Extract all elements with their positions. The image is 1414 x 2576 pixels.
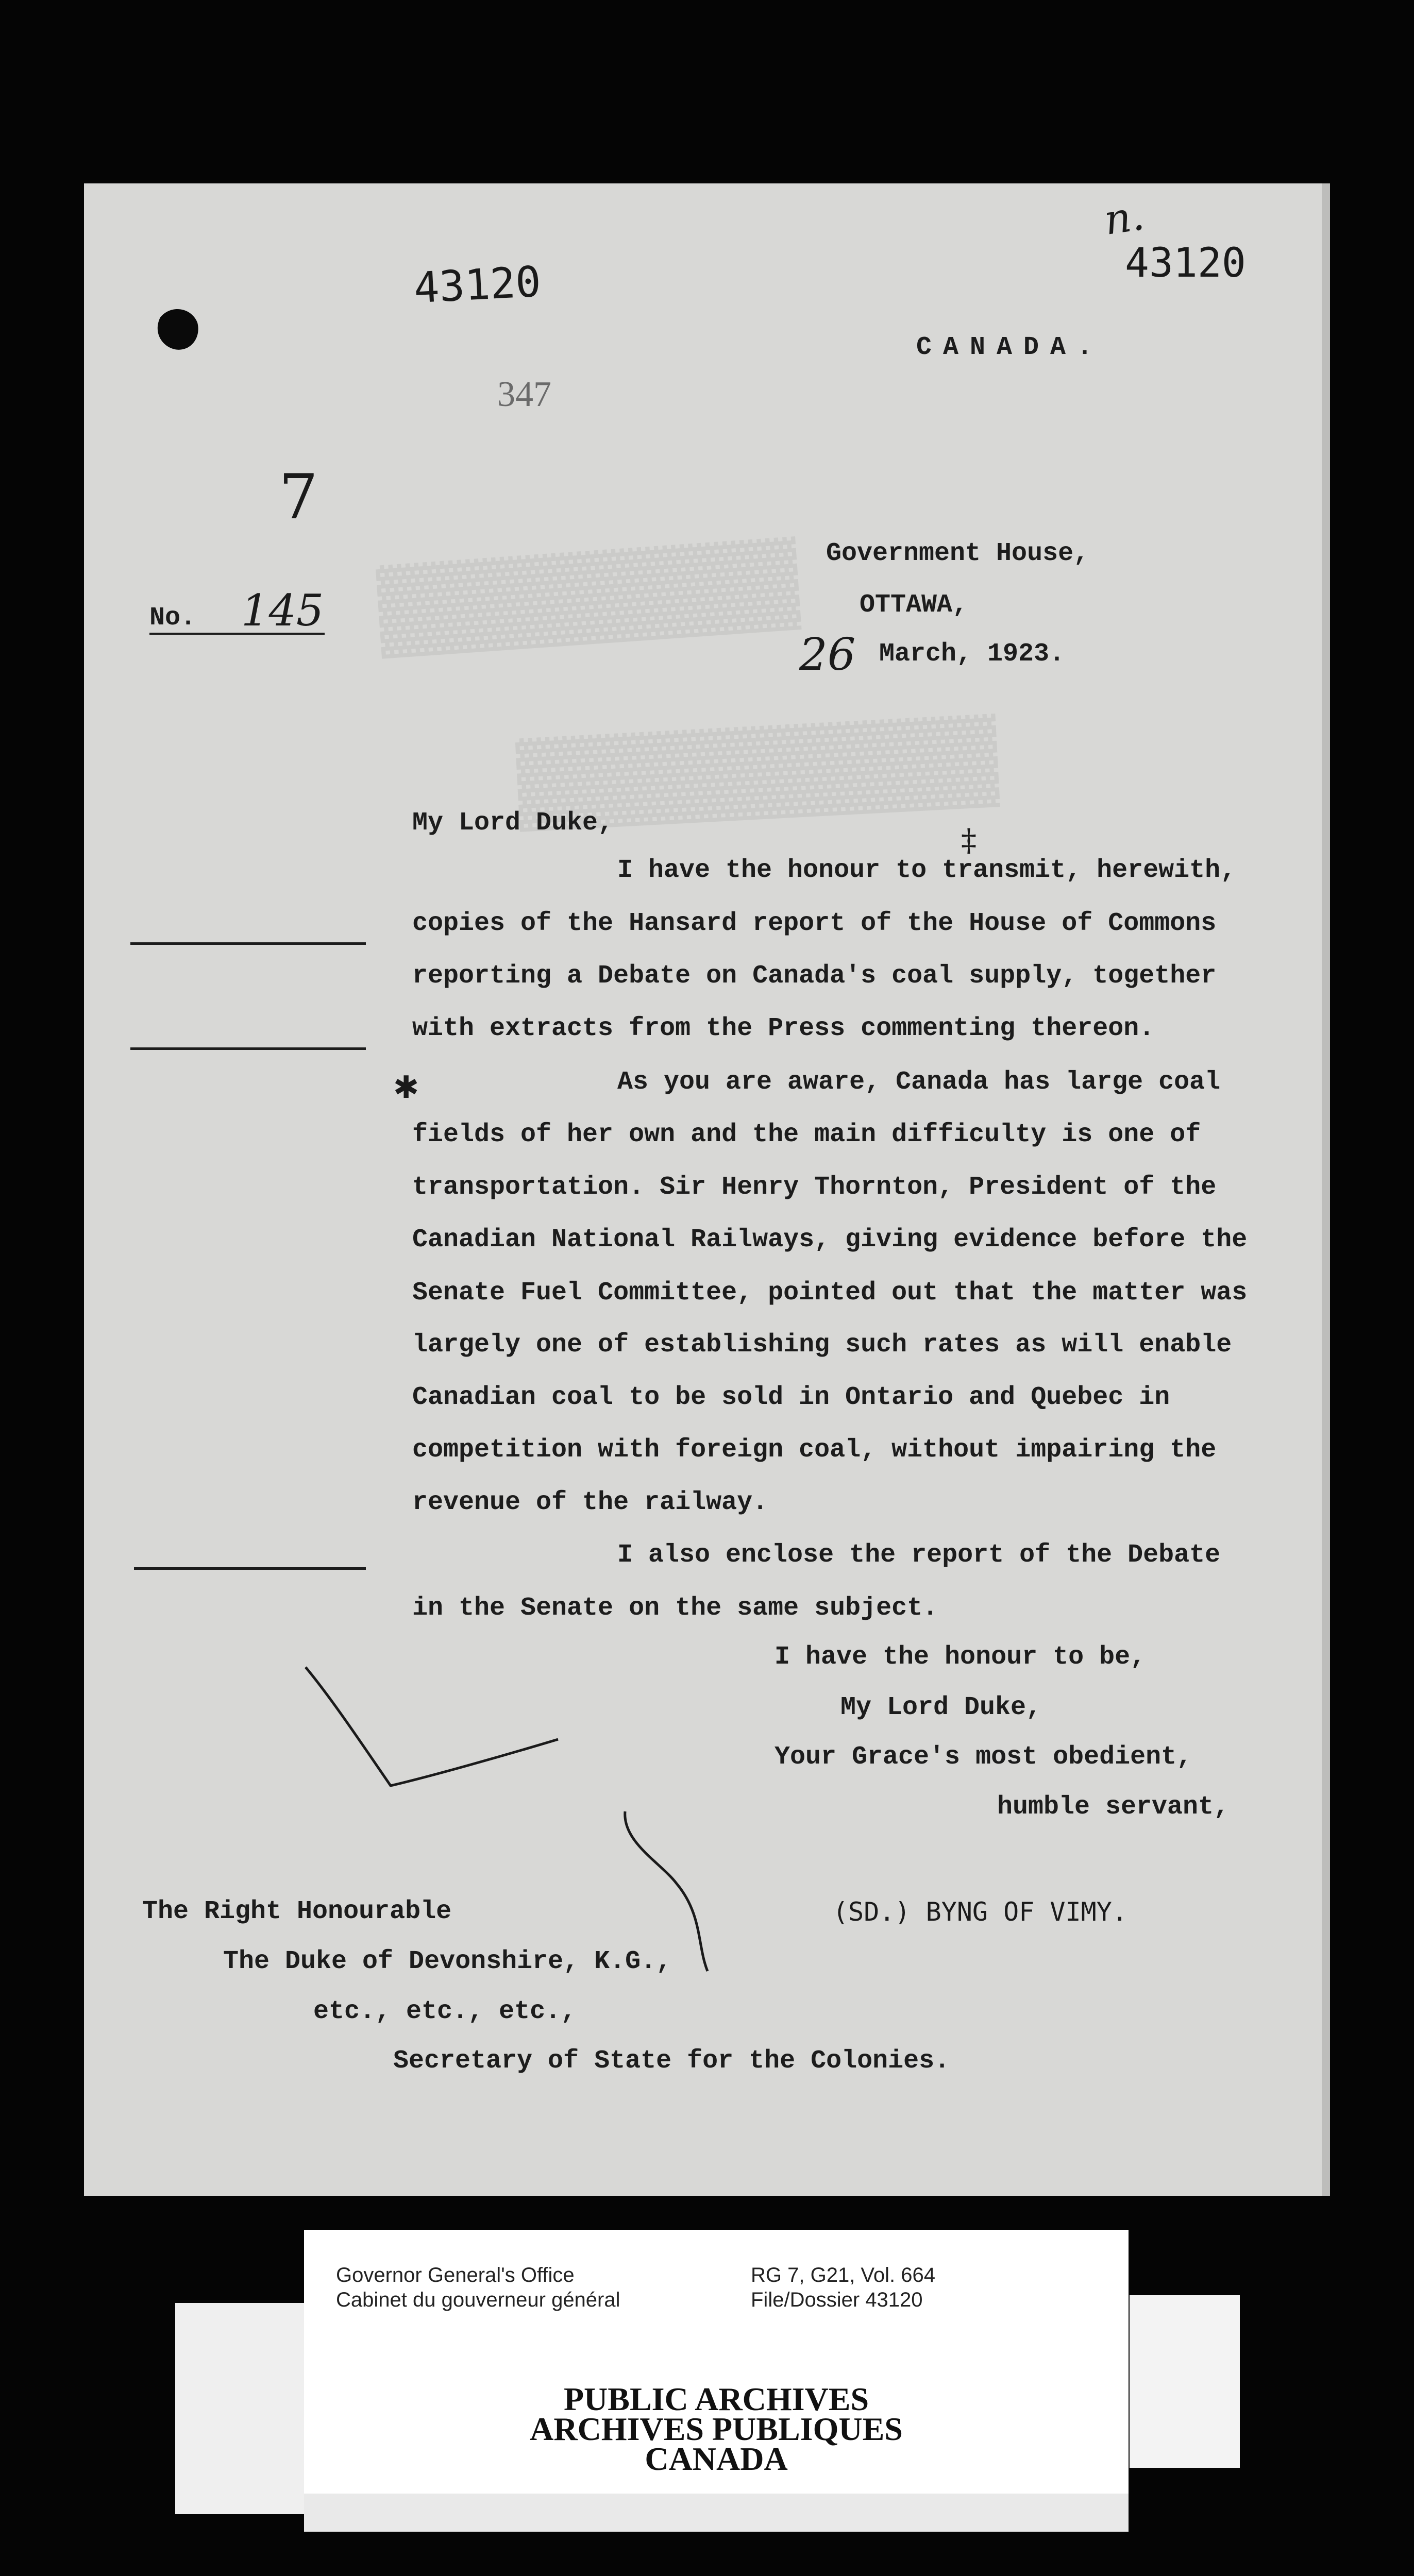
address-city: OTTAWA, (860, 590, 968, 620)
closing-line: My Lord Duke, (840, 1693, 1042, 1722)
closing-line: humble servant, (997, 1792, 1230, 1822)
closing-line: Your Grace's most obedient, (775, 1742, 1192, 1772)
addressee-line: The Duke of Devonshire, K.G., (223, 1947, 672, 1976)
dispatch-number-label: No. (149, 603, 196, 633)
folio-number: 347 (497, 375, 551, 414)
file-number-stamp: 43120 (412, 257, 543, 313)
body-line: in the Senate on the same subject. (412, 1594, 938, 1623)
archive-reference: RG 7, G21, Vol. 664 (751, 2264, 935, 2286)
office-english: Governor General's Office (336, 2264, 575, 2286)
body-line: transportation. Sir Henry Thornton, President of the (412, 1173, 1217, 1202)
date-text: March, 1923. (879, 639, 1065, 669)
body-line: Senate Fuel Committee, pointed out that the matter was (412, 1278, 1248, 1308)
punch-hole-mark (150, 302, 207, 359)
addressee-line: etc., etc., etc., (313, 1997, 577, 2026)
addressee-line: The Right Honourable (142, 1897, 452, 1926)
margin-rule (130, 942, 366, 945)
body-line: reporting a Debate on Canada's coal supply, together (412, 961, 1217, 991)
card-tab (1130, 2295, 1240, 2468)
archive-title-english: PUBLIC ARCHIVES (563, 2381, 869, 2417)
body-line: As you are aware, Canada has large coal (617, 1067, 1221, 1097)
check-mark: 7 (279, 462, 318, 533)
body-line: Canadian coal to be sold in Ontario and Quebec in (412, 1383, 1170, 1412)
body-line: I have the honour to transmit, herewith, (617, 856, 1236, 885)
bleed-through-mark: ▓▓▓▓▓▓▓ (375, 531, 801, 652)
archive-card (304, 2230, 1129, 2496)
body-line: with extracts from the Press commenting thereon. (412, 1014, 1155, 1043)
corner-annotation: n. (1101, 191, 1148, 244)
file-number-annotation: 43120 (1125, 240, 1246, 286)
margin-rule (134, 1567, 366, 1570)
margin-mark: ✱ (393, 1070, 419, 1106)
date-day: 26 (799, 629, 856, 681)
salutation: My Lord Duke, (412, 808, 614, 838)
pen-stroke (300, 1657, 713, 1976)
signature-block: (SD.) BYNG OF VIMY. (833, 1897, 1127, 1927)
margin-rule (130, 1047, 366, 1050)
closing-line: I have the honour to be, (775, 1642, 1146, 1672)
addressee-line: Secretary of State for the Colonies. (393, 2046, 950, 2076)
dispatch-number-value: 145 (241, 585, 324, 636)
bleed-through-mark: ▓▓▓▓▓▓▓▓ (514, 708, 1000, 825)
archive-country: CANADA (645, 2441, 788, 2477)
archive-title-french: ARCHIVES PUBLIQUES (530, 2411, 903, 2447)
body-line: fields of her own and the main difficulty is one of (412, 1120, 1201, 1149)
country-heading: CANADA. (916, 333, 1104, 362)
archive-file: File/Dossier 43120 (751, 2289, 923, 2311)
card-bottom-strip (304, 2494, 1129, 2532)
card-backing (175, 2303, 304, 2514)
margin-mark: ‡ (961, 822, 977, 858)
body-line: Canadian National Railways, giving evidence before the (412, 1225, 1248, 1255)
address-house: Government House, (826, 539, 1089, 568)
body-line: copies of the Hansard report of the House of Commons (412, 909, 1217, 938)
sheet-edge (1322, 183, 1330, 2196)
body-line: I also enclose the report of the Debate (617, 1540, 1221, 1570)
body-line: revenue of the railway. (412, 1488, 768, 1517)
office-french: Cabinet du gouverneur général (336, 2289, 620, 2311)
letter-sheet (84, 183, 1330, 2196)
body-line: competition with foreign coal, without impairing the (412, 1435, 1217, 1465)
body-line: largely one of establishing such rates as will enable (412, 1330, 1232, 1360)
